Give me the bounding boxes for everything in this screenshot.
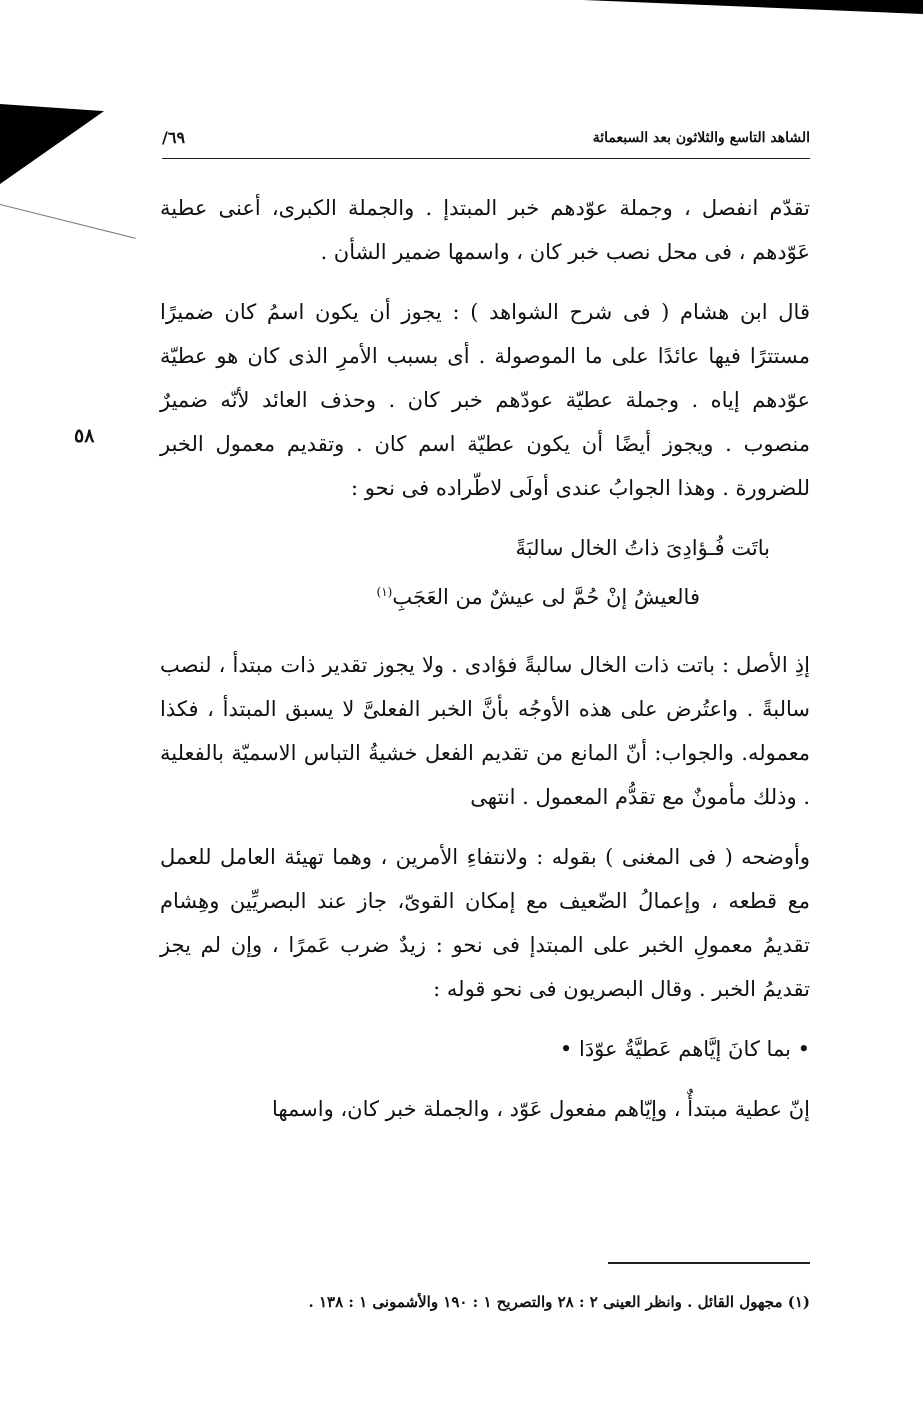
verse-line-with-note (160, 570, 810, 619)
paragraph: وأوضحه ( فى المغنى ) بقوله : ولانتفاءِ الأمرين ، وهما تهيئة العامل للعمل مع قطعه ، وإعمالُ الضّعيف مع إمكان القوىّ، جاز عند البصريِّين وهِشام تقديمُ معمولِ الخبر على المبتدإ فى نحو : زيدٌ ضرب عَمرًا ، وإن لم يجز تقديمُ الخبر . وقال البصريون فى نحو قوله : (160, 845, 810, 1001)
verse-line: باتَت فُـؤادِىَ ذاتُ الخال سالبَةً (515, 536, 770, 560)
margin-number: ٥٨ (74, 425, 95, 447)
paragraph: إذِ الأصل : باتت ذات الخال سالبةً فؤادى . ولا يجوز تقدير ذات مبتدأ ، لنصب سالبةً . واعتُرض على هذه الأوجُه بأنَّ الخبر الفعلىَّ لا يسبق المبتدأ ، فكذا معموله. والجواب: أنّ المانع من تقديم الفعل خشيةُ التباس الاسميّة بالفعلية . وذلك مأمونٌ مع تقدُّم المعمول . انتهى (160, 653, 810, 809)
footnote-marker: (١) (376, 585, 393, 599)
verse-text: فالعيشُ إنْ حُمَّ لى عيشٌ من العَجَبِ (392, 585, 700, 609)
footnote: (١) مجهول القائل . وانظر العينى ٢ : ٢٨ والتصريح ١ : ١٩٠ والأشمونى ١ : ١٣٨ . (308, 1293, 810, 1311)
running-header (162, 128, 810, 156)
paragraph: إنّ عطية مبتدأٌ ، وإيّاهم مفعول عَوّد ، والجملة خبر كان، واسمها (271, 1097, 810, 1121)
running-title: الشاهد التاسع والثلاثون بعد السبعمائة (592, 130, 810, 146)
paragraph: تقدّم انفصل ، وجملة عوّدهم خبر المبتدإ . والجملة الكبرى، أعنى عطية عَوّدهم ، فى محل نصب خبر كان ، واسمها ضمير الشأن . (160, 196, 810, 264)
footnote-rule (608, 1262, 810, 1264)
scan-artifact-line (0, 204, 136, 239)
scan-shadow-top-right (583, 0, 923, 14)
main-text (160, 186, 810, 1131)
scan-shadow-left (0, 31, 104, 184)
header-rule (162, 158, 810, 159)
paragraph: قال ابن هشام ( فى شرح الشواهد ) : يجوز أن يكون اسمُ كان ضميرًا مستترًا فيها عائدًا على ما الموصولة . أى بسبب الأمرِ الذى كان هو عطيّة عوّدهم إياه . وجملة عطيّة عودّهم خبر كان . وحذف العائد لأنّه ضميرٌ منصوب . ويجوز أيضًا أن يكون عطيّة اسم كان . وتقديم معمول الخبر للضرورة . وهذا الجوابُ عندى أولَى لاطّراده فى نحو : (160, 300, 810, 500)
page-number: ٦٩/ (162, 128, 186, 147)
verse-line: • بما كانَ إيَّاهم عَطيَّةُ عوّدَا • (559, 1037, 810, 1061)
